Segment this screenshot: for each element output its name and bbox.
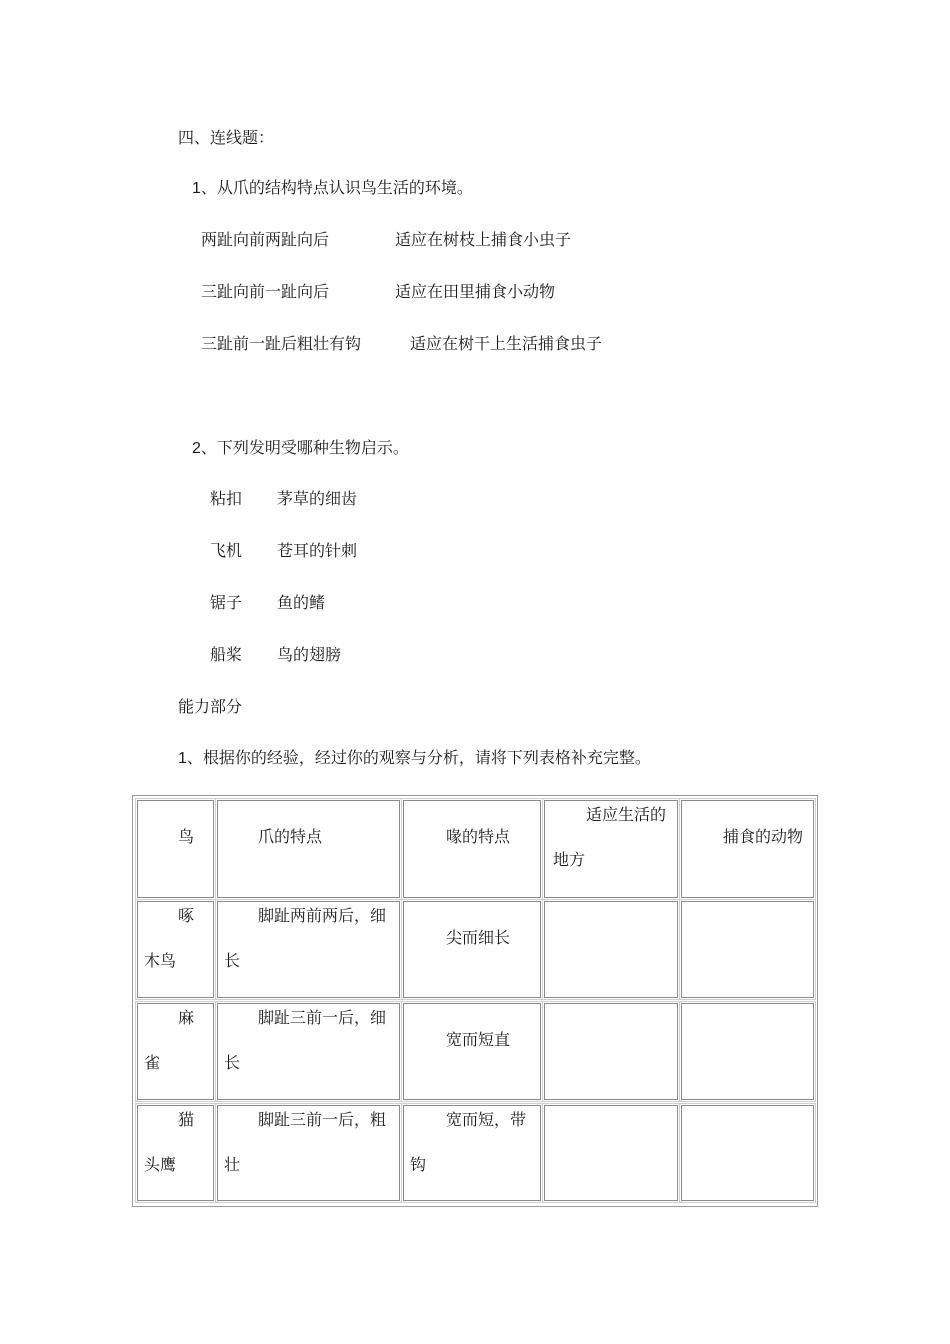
match-right-1: 适应在树枝上捕食小虫子: [395, 230, 572, 249]
header-prey: 捕食的动物: [723, 827, 804, 846]
bird-name-line1: 麻: [178, 1008, 195, 1027]
invention-4: 船桨: [210, 645, 243, 664]
header-cell-habitat: [544, 800, 678, 898]
question-number: 2: [192, 440, 201, 457]
table-row-2-beak: [403, 1003, 541, 1100]
question-number: 1: [192, 180, 201, 197]
claw-line1: 脚趾两前两后，细: [258, 906, 387, 925]
table-row-1-bird: [137, 901, 214, 998]
ability-title: 能力部分: [178, 697, 243, 716]
header-cell-beak: [403, 800, 541, 898]
match-right-2: 适应在田里捕食小动物: [395, 282, 556, 301]
table-row-1-prey-input[interactable]: [681, 901, 814, 998]
header-habitat-line2: 地方: [553, 850, 586, 869]
table-row-1-habitat-input[interactable]: [544, 901, 678, 998]
table-row-3-claw: [217, 1105, 400, 1201]
claw-line2: 壮: [224, 1155, 241, 1174]
invention-1: 粘扣: [210, 489, 243, 508]
beak-line2: 钩: [410, 1155, 427, 1174]
question-text: 、下列发明受哪种生物启示。: [200, 438, 409, 457]
table-row-2-claw: [217, 1003, 400, 1100]
bird-name-line2: 木鸟: [144, 951, 177, 970]
beak-line1: 宽而短，带: [446, 1110, 527, 1129]
match-right-3: 适应在树干上生活捕食虫子: [410, 334, 603, 353]
match-left-1: 两趾向前两趾向后: [201, 230, 330, 249]
bird-name-line1: 啄: [178, 906, 195, 925]
organism-2: 苍耳的针刺: [277, 541, 358, 560]
invention-3: 锯子: [210, 593, 243, 612]
header-claw: 爪的特点: [258, 827, 323, 846]
table-row-3-habitat-input[interactable]: [544, 1105, 678, 1201]
header-bird: 鸟: [178, 827, 195, 846]
table-row-2-habitat-input[interactable]: [544, 1003, 678, 1100]
beak-line1: 尖而细长: [446, 928, 511, 947]
header-habitat-line1: 适应生活的: [586, 805, 667, 824]
claw-line1: 脚趾三前一后，细: [258, 1008, 387, 1027]
header-cell-claw: [217, 800, 400, 898]
organism-4: 鸟的翅膀: [277, 645, 342, 664]
header-cell-bird: [137, 800, 214, 898]
claw-line2: 长: [224, 1053, 241, 1072]
header-beak: 喙的特点: [446, 827, 511, 846]
bird-name-line1: 猫: [178, 1110, 195, 1129]
ability-question-1: [178, 748, 651, 769]
question-1: [192, 178, 473, 199]
question-text: 、从爪的结构特点认识鸟生活的环境。: [200, 178, 473, 197]
question-2: [192, 438, 409, 459]
invention-2: 飞机: [210, 541, 243, 560]
bird-name-line2: 头鹰: [144, 1155, 177, 1174]
table-row-3-beak: [403, 1105, 541, 1201]
match-left-3: 三趾前一趾后粗壮有钩: [201, 334, 362, 353]
table-row-2-prey-input[interactable]: [681, 1003, 814, 1100]
beak-line1: 宽而短直: [446, 1030, 511, 1049]
bird-name-line2: 雀: [144, 1053, 161, 1072]
table-row-1-beak: [403, 901, 541, 998]
section-title: 四、连线题：: [178, 128, 275, 147]
question-number: 1: [178, 750, 187, 767]
table-row-3-bird: [137, 1105, 214, 1201]
organism-3: 鱼的鳍: [277, 593, 326, 612]
header-cell-prey: [681, 800, 814, 898]
claw-line1: 脚趾三前一后，粗: [258, 1110, 387, 1129]
question-text: 、根据你的经验，经过你的观察与分析，请将下列表格补充完整。: [186, 748, 651, 767]
table-row-1-claw: [217, 901, 400, 998]
match-left-2: 三趾向前一趾向后: [201, 282, 330, 301]
table-row-2-bird: [137, 1003, 214, 1100]
organism-1: 茅草的细齿: [277, 489, 358, 508]
claw-line2: 长: [224, 951, 241, 970]
table-row-3-prey-input[interactable]: [681, 1105, 814, 1201]
